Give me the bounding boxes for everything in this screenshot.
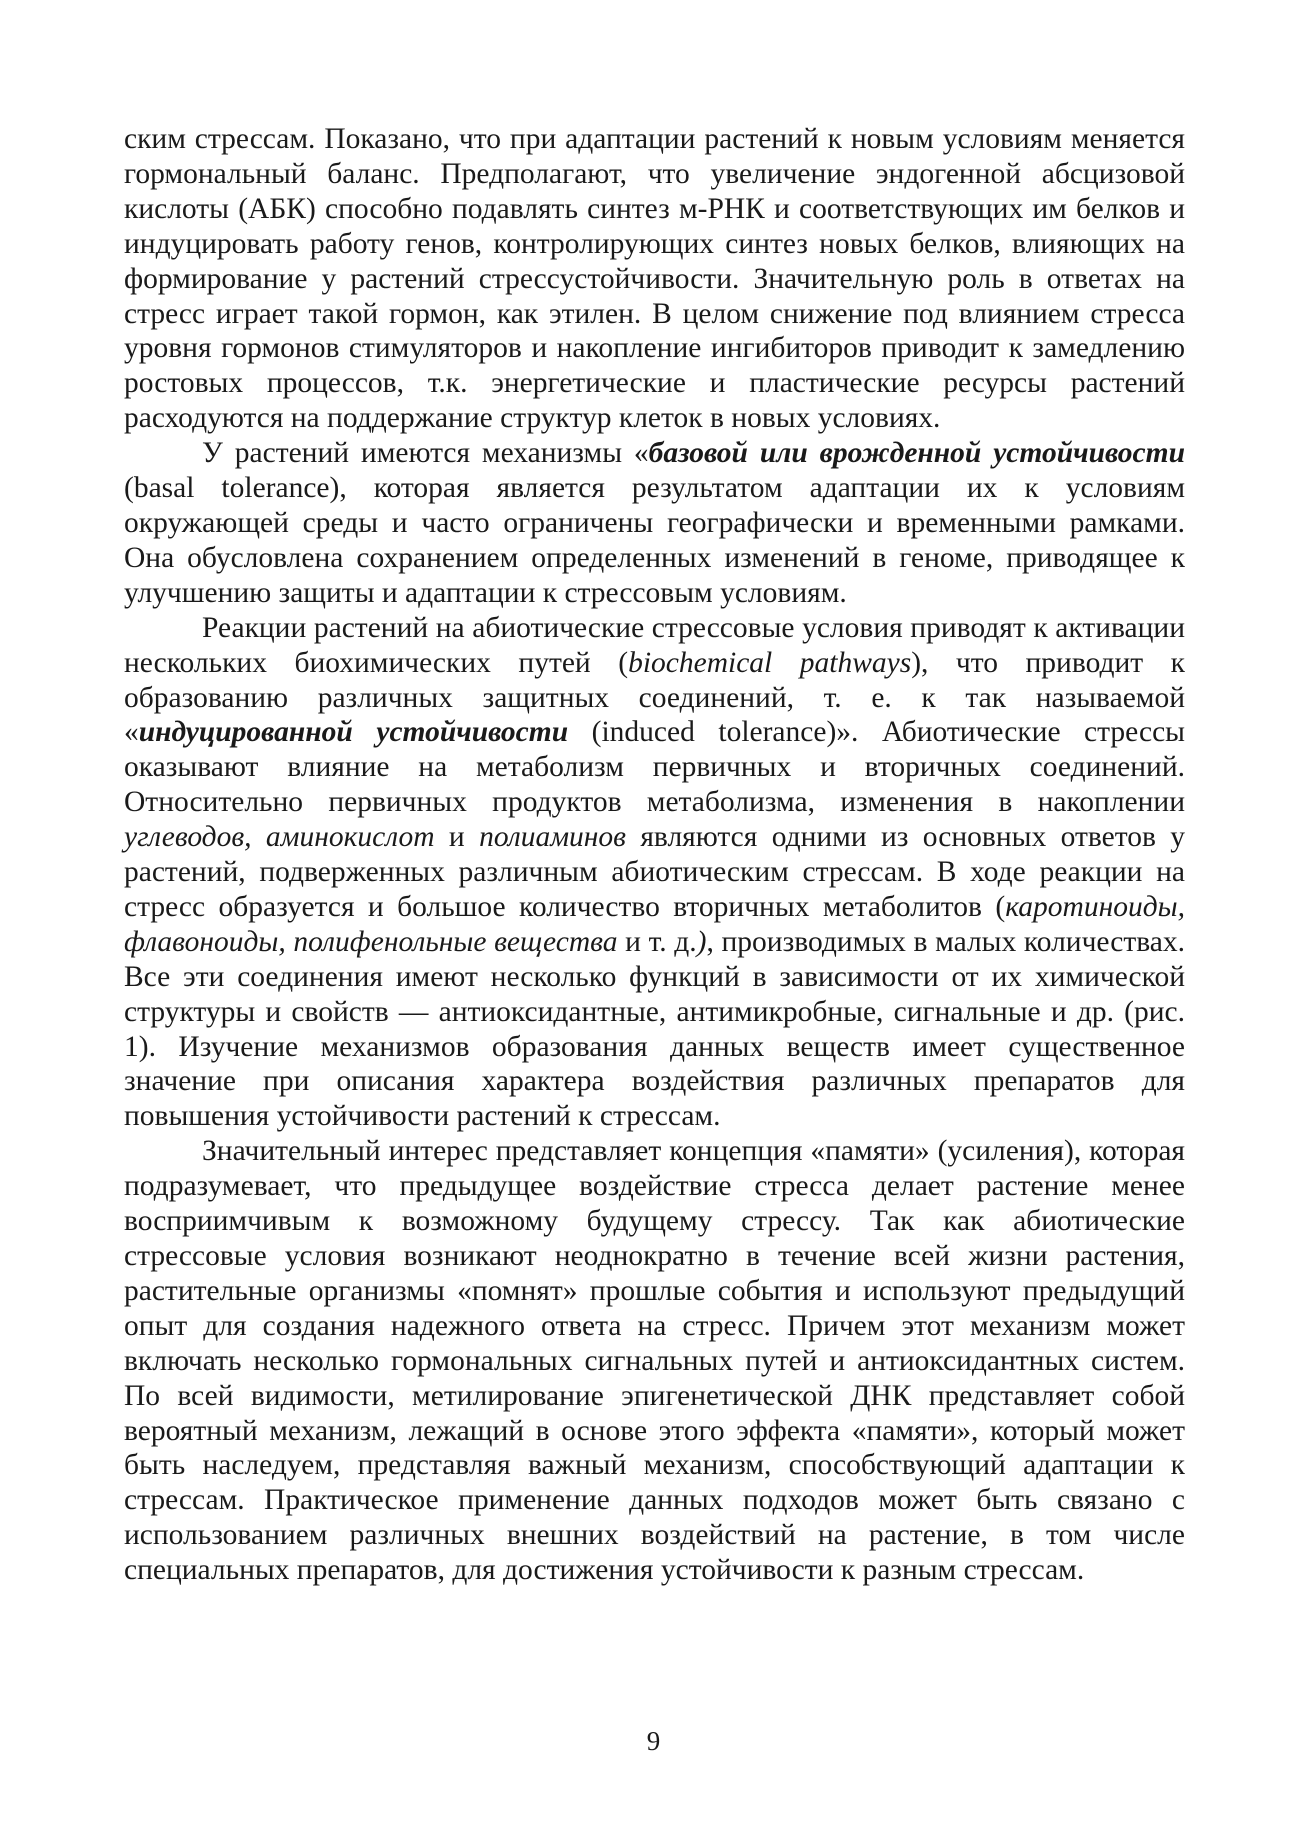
paragraph-2 <box>124 436 1185 611</box>
term-induced-tolerance: индуцированной устойчивости <box>138 716 569 749</box>
italic-biochemical-pathways: biochemical pathways <box>628 646 912 679</box>
italic-polyamines: полиаминов <box>479 821 626 854</box>
paragraph-1-text: ским стрессам. Показано, что при адаптации растений к новым условиям меняется гормональный баланс. Предполагают, что увеличение эндогенной абсцизовой кислоты (АБК) способно подавлять синтез м-РНК и соответствующих им белков и индуцировать работу генов, контролирующих синтез новых белков, влияющих на формирование у растений стрессустойчивости. Значительную роль в ответах на стресс играет такой гормон, как этилен. В целом снижение под влиянием стресса уровня гормонов стимуляторов и накопление ингибиторов приводит к замедлению ростовых процессов, т.к. энергетические и пластические ресурсы растений расходуются на поддержание структур клеток в новых условиях. <box>124 123 1185 435</box>
italic-carbohydrates-aminoacids: углеводов, аминокислот <box>124 821 435 854</box>
paragraph-3-text-a: Реакции растений на абиотические стрессовые условия приводят к активации нескольких биохимических путей ( <box>124 611 1185 679</box>
paragraph-3-text-b: ), что приводит к образованию различных защитных соединений, т. е. к так называемой « <box>124 646 1186 749</box>
paragraph-3-text-f: и т. д. <box>617 925 697 958</box>
paragraph-4-text: Значительный интерес представляет концепция «памяти» (усиления), которая подразумевает, что предыдущее воздействие стресса делает растение менее восприимчивым к возможному будущему стрессу. Так как абиотические стрессовые условия возникают неоднократно в течение всей жизни растения, растительные организмы «помнят» прошлые события и используют предыдущий опыт для создания надежного ответа на стресс. Причем этот механизм может включать несколько гормональных сигнальных путей и антиоксидантных систем. По всей видимости, метилирование эпигенетической ДНК представляет собой вероятный механизм, лежащий в основе этого эффекта «памяти», который может быть наследуем, представляя важный механизм, способствующий адаптации к стрессам. Практическое применение данных подходов может быть связано с использованием различных внешних воздействий на растение, в том числе специальных препаратов, для достижения устойчивости к разным стрессам. <box>124 1135 1185 1587</box>
paragraph-2-text-a: У растений имеются механизмы « <box>202 437 649 470</box>
paragraph-3-text-e: являются одними из основных ответов у растений, подверженных различным абиотическим стрессам. В ходе реакции на стресс образуется и большое количество вторичных метаболитов ( <box>124 821 1185 923</box>
paragraph-3 <box>124 611 1185 1135</box>
page-number: 9 <box>646 1726 661 1756</box>
term-basal-tolerance: базовой или врожденной устойчивости <box>648 437 1185 470</box>
paragraph-3-text-g: , производимых в малых количествах. Все эти соединения имеют несколько функций в зависимости от их химической структуры и свойств — антиоксидантные, антимикробные, сигнальные и др. (рис. 1). Изучение механизмов образования данных веществ имеет существенное значение при описания характера воздействия различных препаратов для повышения устойчивости растений к стрессам. <box>124 925 1185 1133</box>
paragraph-4 <box>124 1134 1185 1588</box>
body-text <box>124 122 1185 1588</box>
paragraph-3-text-d: и <box>434 821 480 854</box>
paragraph-1 <box>124 122 1185 436</box>
italic-secondary-metabolites: каротиноиды, флавоноиды, полифенольные вещества <box>124 890 1185 958</box>
italic-closing-paren: ) <box>696 925 707 958</box>
paragraph-3-text-c: (induced tolerance)». Абиотические стрессы оказывают влияние на метаболизм первичных и вторичных соединений. Относительно первичных продуктов метаболизма, изменения в накоплении <box>124 716 1185 819</box>
paragraph-2-text-b: (basal tolerance), которая является результатом адаптации их к условиям окружающей среды и часто ограничены географически и временными рамками. Она обусловлена сохранением определенных изменений в геноме, приводящее к улучшению защиты и адаптации к стрессовым условиям. <box>124 472 1185 609</box>
